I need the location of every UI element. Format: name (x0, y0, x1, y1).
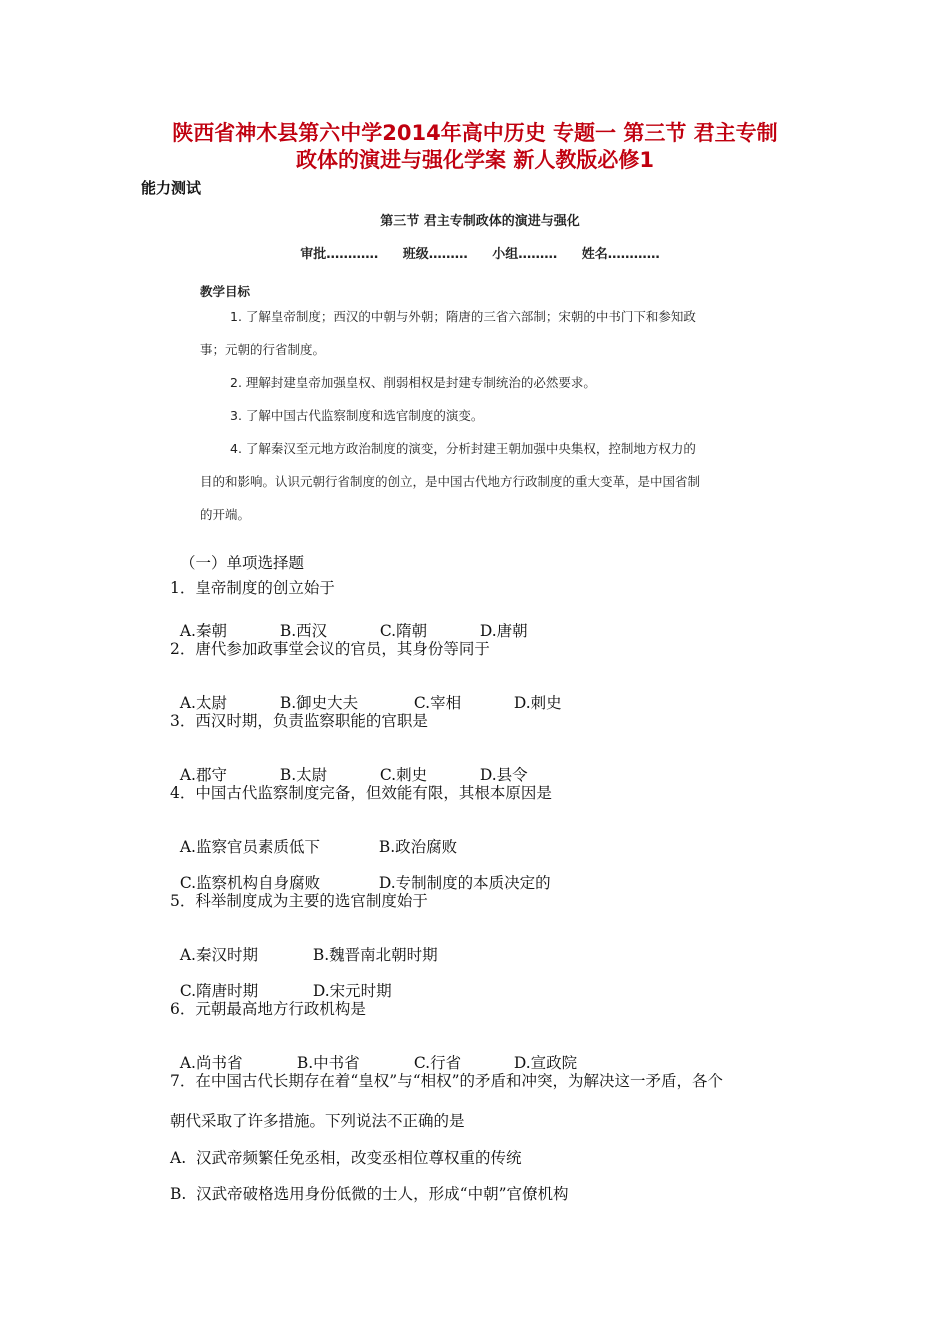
option: C.隋唐时期 (179, 982, 259, 1000)
question-4-options-b (170, 853, 551, 893)
option: B.太尉 (279, 766, 328, 784)
goal-1b: 事；元朝的行省制度。 (200, 342, 326, 357)
goal-2: 2. 理解封建皇帝加强皇权、削弱相权是封建专制统治的必然要求。 (230, 375, 596, 390)
question-6-options (170, 1033, 577, 1073)
option: C.刺史 (379, 766, 428, 784)
option: A.尚书省 (179, 1054, 243, 1072)
option: B.魏晋南北朝时期 (312, 946, 438, 964)
option: D.宣政院 (513, 1054, 578, 1072)
option: A.太尉 (179, 694, 227, 712)
question-7-option-b: B. 汉武帝破格选用身份低微的士人，形成“中朝”官僚机构 (170, 1185, 569, 1203)
inset-heading: 第三节 君主专制政体的演进与强化 (380, 214, 580, 229)
question-5-options-b (170, 961, 392, 1001)
question-2: 2．唐代参加政事堂会议的官员，其身份等同于 (170, 640, 490, 658)
option: D.刺史 (513, 694, 562, 712)
question-1-options (170, 601, 528, 641)
embedded-image-teaching-goals (200, 210, 760, 531)
question-7-option-a: A. 汉武帝频繁任免丞相，改变丞相位尊权重的传统 (170, 1149, 522, 1167)
option: B.中书省 (296, 1054, 360, 1072)
question-4: 4．中国古代监察制度完备，但效能有限，其根本原因是 (170, 784, 552, 802)
option: D.专制制度的本质决定的 (378, 874, 551, 892)
question-5: 5．科举制度成为主要的选官制度始于 (170, 892, 428, 910)
goal-title: 教学目标 (200, 284, 251, 299)
goal-1a: 1. 了解皇帝制度；西汉的中朝与外朝；隋唐的三省六部制；宋朝的中书门下和参知政 (230, 309, 696, 324)
question-7-line-1: 7．在中国古代长期存在着“皇权”与“相权”的矛盾和冲突，为解决这一矛盾，各个 (170, 1072, 724, 1090)
option: A.秦汉时期 (179, 946, 258, 964)
question-7-line-2: 朝代采取了许多措施。下列说法不正确的是 (170, 1112, 465, 1130)
document-title (0, 120, 950, 174)
option: C.隋朝 (379, 622, 428, 640)
option: C.宰相 (413, 694, 462, 712)
inset-meta-line: 审批………… 班级……… 小组……… 姓名………… (300, 247, 660, 262)
goal-4b: 目的和影响。认识元朝行省制度的创立，是中国古代地方行政制度的重大变革，是中国省制 (200, 474, 701, 489)
question-4-options-a (170, 817, 457, 857)
question-2-options (170, 673, 562, 713)
question-5-options-a (170, 925, 438, 965)
option: A.监察官员素质低下 (179, 838, 320, 856)
option: A.郡守 (179, 766, 227, 784)
question-3: 3．西汉时期，负责监察职能的官职是 (170, 712, 428, 730)
option: D.县令 (479, 766, 528, 784)
option: A.秦朝 (179, 622, 227, 640)
option: D.宋元时期 (312, 982, 392, 1000)
option: C.行省 (413, 1054, 462, 1072)
goal-4a: 4. 了解秦汉至元地方政治制度的演变，分析封建王朝加强中央集权，控制地方权力的 (230, 441, 696, 456)
questions-heading: （一）单项选择题 (180, 554, 305, 572)
goal-4c: 的开端。 (200, 507, 251, 522)
title-line-1: 陕西省神木县第六中学2014年高中历史 专题一 第三节 君主专制 (172, 121, 778, 145)
question-1: 1．皇帝制度的创立始于 (170, 579, 335, 597)
goal-3: 3. 了解中国古代监察制度和选官制度的演变。 (230, 408, 484, 423)
option: C.监察机构自身腐败 (179, 874, 321, 892)
section-heading: 能力测试 (141, 179, 202, 197)
title-line-2: 政体的演进与强化学案 新人教版必修1 (296, 148, 654, 172)
question-3-options (170, 745, 528, 785)
option: B.政治腐败 (378, 838, 458, 856)
option: B.御史大夫 (279, 694, 359, 712)
option: D.唐朝 (479, 622, 528, 640)
option: B.西汉 (279, 622, 328, 640)
question-6: 6．元朝最高地方行政机构是 (170, 1000, 366, 1018)
